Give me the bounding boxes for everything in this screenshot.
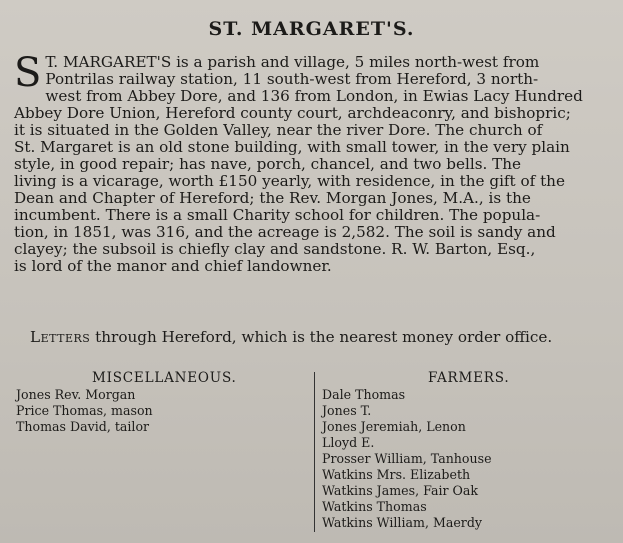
miscellaneous-list	[16, 387, 153, 435]
miscellaneous-heading: MISCELLANEOUS.	[92, 370, 237, 386]
letters-lead: Letters	[30, 328, 91, 346]
farmers-heading: FARMERS.	[428, 370, 510, 386]
description-line: St. Margaret is an old stone building, with small tower, in the very plain	[14, 138, 570, 156]
parish-description	[14, 50, 610, 275]
letters-note	[30, 328, 610, 346]
list-item: Jones Rev. Morgan	[16, 387, 136, 402]
list-item: Jones Jeremiah, Lenon	[322, 419, 466, 434]
list-item: Watkins James, Fair Oak	[322, 483, 478, 498]
list-item: Prosser William, Tanhouse	[322, 451, 492, 466]
list-item: Dale Thomas	[322, 387, 406, 402]
description-line: clayey; the subsoil is chiefly clay and sandstone. R. W. Barton, Esq.,	[14, 240, 536, 258]
list-item: Thomas David, tailor	[16, 419, 150, 434]
description-line: tion, in 1851, was 316, and the acreage is 2,582. The soil is sandy and	[14, 223, 556, 241]
description-line: is lord of the manor and chief landowner.	[14, 257, 332, 275]
list-item: Price Thomas, mason	[16, 403, 153, 418]
list-item: Jones T.	[322, 403, 372, 418]
description-line: incumbent. There is a small Charity school for children. The popula-	[14, 206, 541, 224]
drop-cap-letter: S	[14, 50, 42, 96]
description-line: living is a vicarage, worth £150 yearly, with residence, in the gift of the	[14, 172, 565, 190]
description-line: it is situated in the Golden Valley, near the river Dore. The church of	[14, 121, 543, 139]
farmers-list	[322, 387, 492, 531]
letters-text: through Hereford, which is the nearest money order office.	[90, 328, 553, 346]
description-line: west from Abbey Dore, and 136 from London, in Ewias Lacy Hundred	[45, 87, 583, 105]
page-title: ST. MARGARET'S.	[208, 18, 415, 40]
description-line: Abbey Dore Union, Hereford county court, archdeaconry, and bishopric;	[14, 104, 571, 122]
description-line: style, in good repair; has nave, porch, chancel, and two bells. The	[14, 155, 522, 173]
description-line: Pontrilas railway station, 11 south-west from Hereford, 3 north-	[45, 70, 539, 88]
list-item: Watkins Thomas	[322, 499, 427, 514]
description-line: T. MARGARET'S is a parish and village, 5 miles north-west from	[45, 53, 540, 71]
list-item: Watkins Mrs. Elizabeth	[322, 467, 471, 482]
list-item: Watkins William, Maerdy	[322, 515, 482, 530]
description-line: Dean and Chapter of Hereford; the Rev. Morgan Jones, M.A., is the	[14, 189, 531, 207]
column-divider	[314, 372, 315, 532]
list-item: Lloyd E.	[322, 435, 375, 450]
